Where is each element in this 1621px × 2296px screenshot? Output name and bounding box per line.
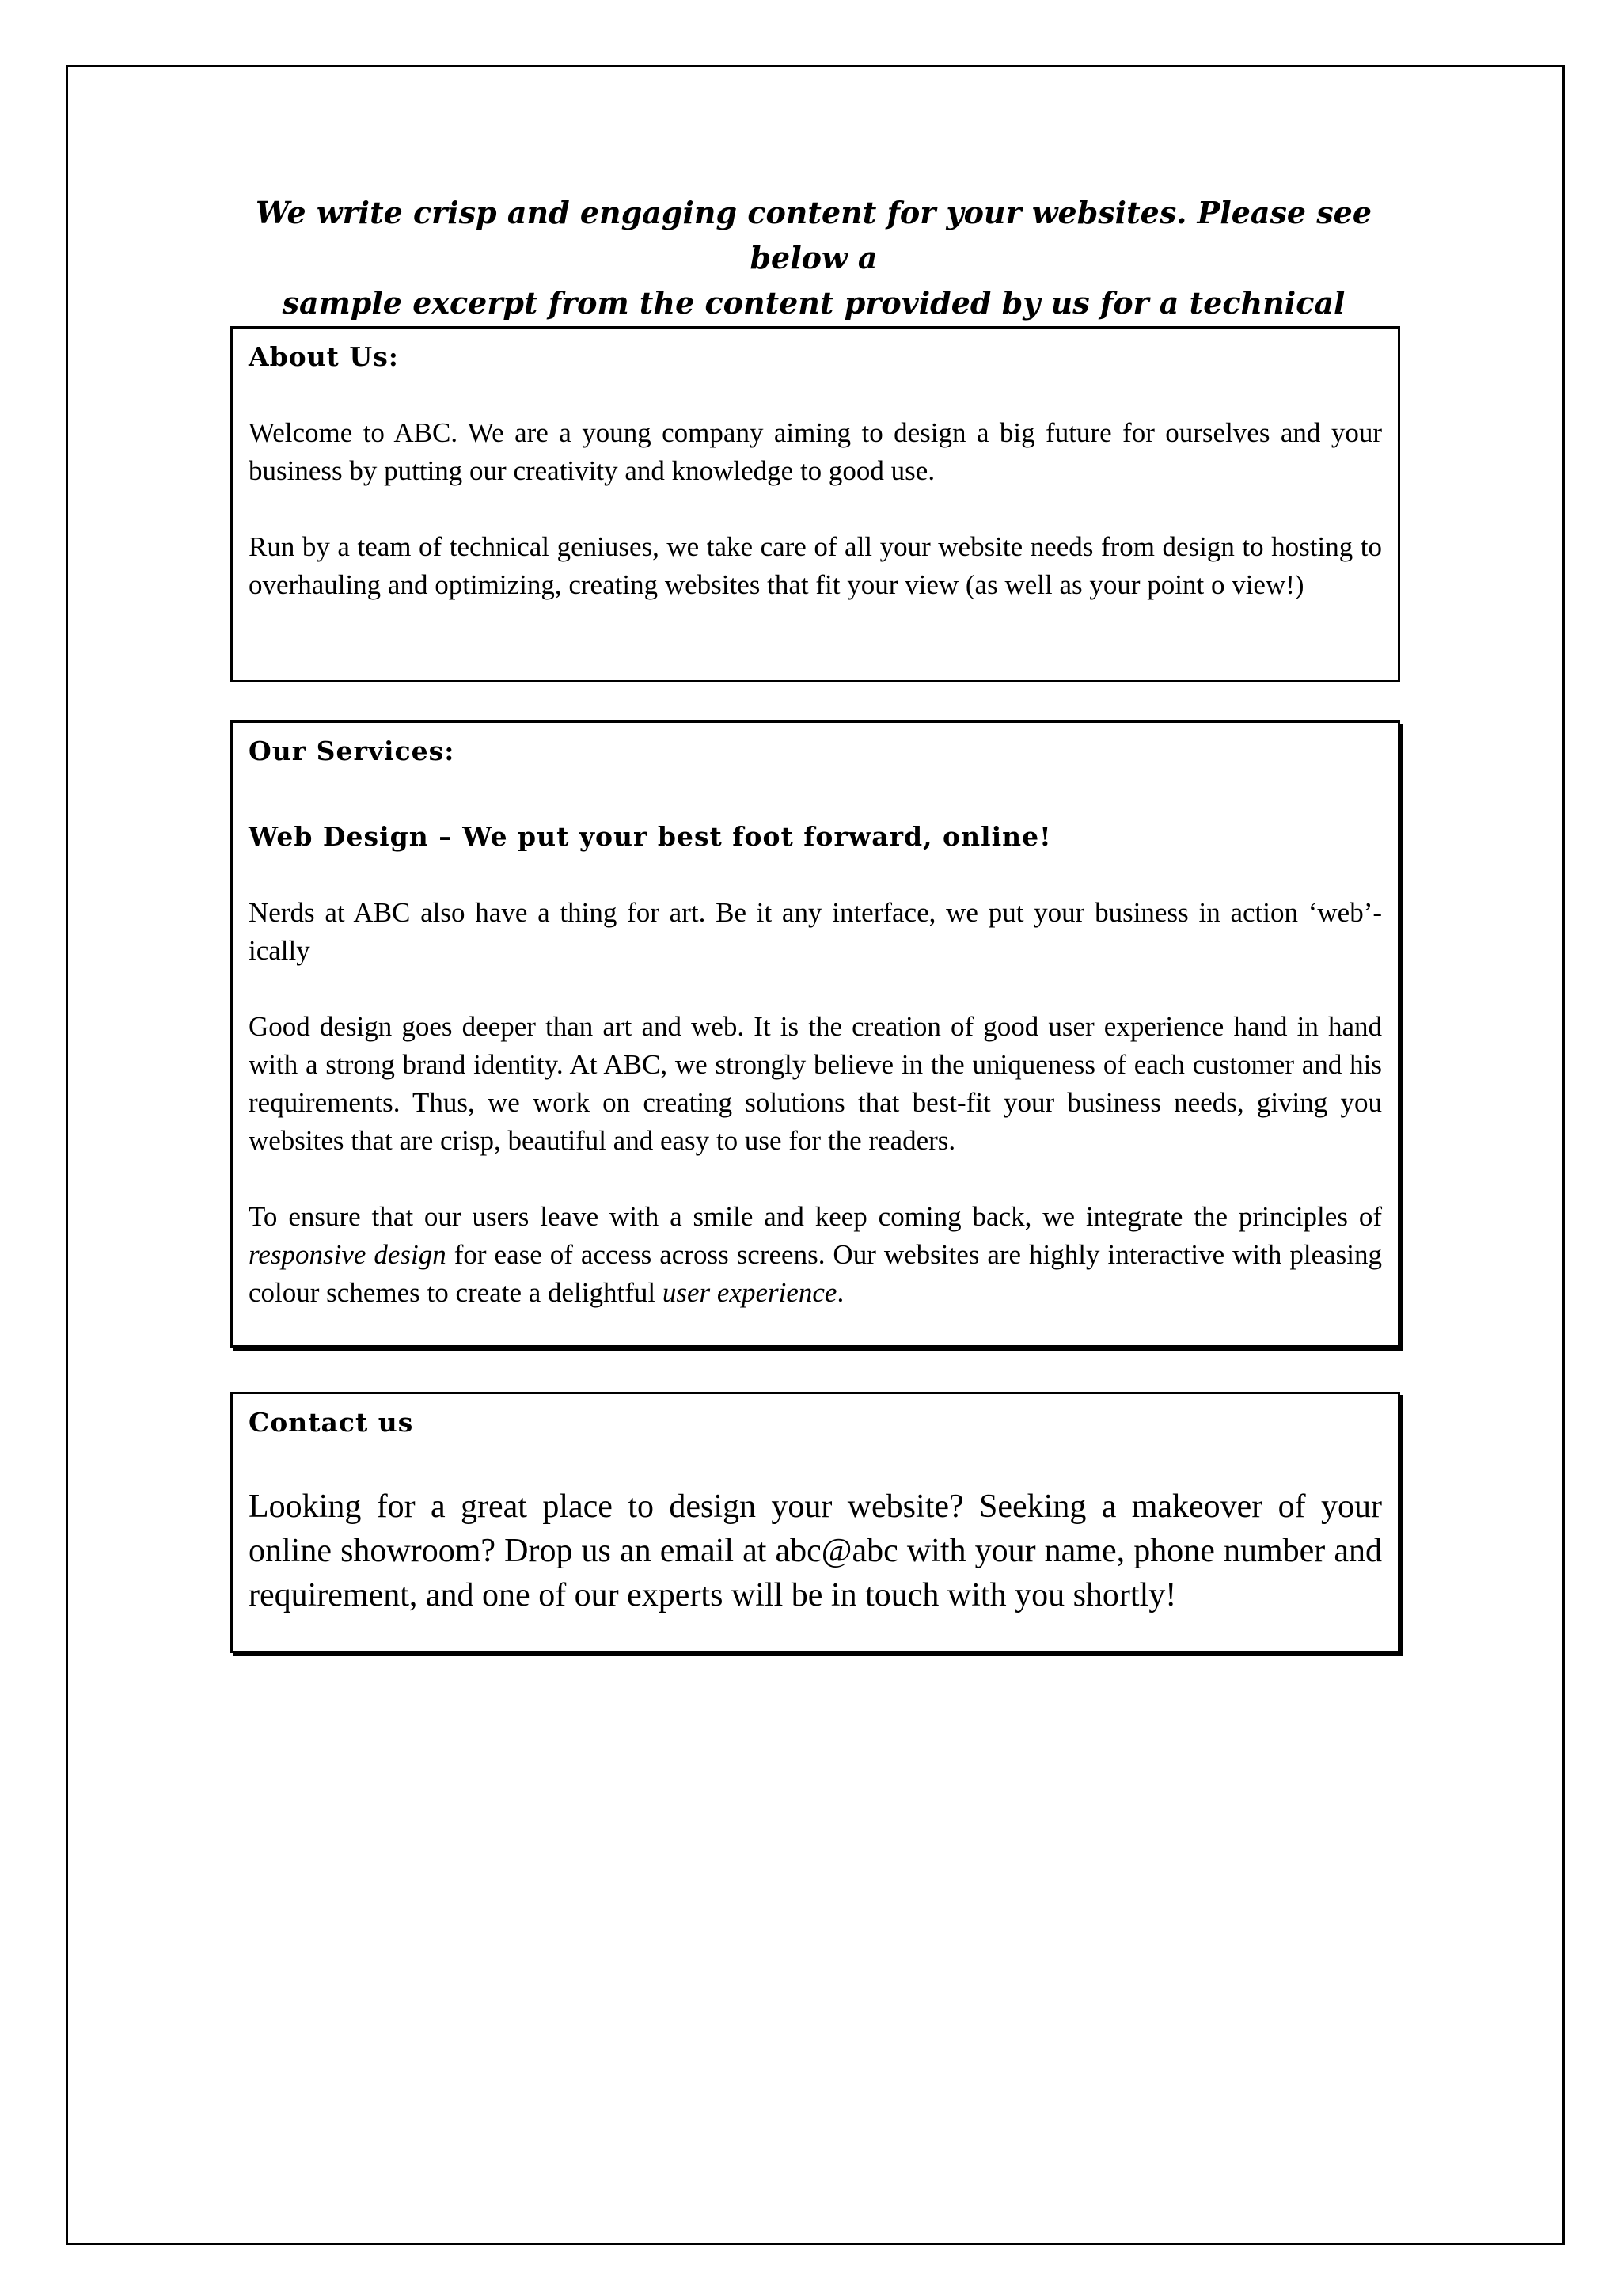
intro-line-2: sample excerpt from the content provided by us for a technical	[282, 285, 1346, 321]
contact-us-paragraph: Looking for a great place to design your website? Seeking a makeover of your online showroom? Drop us an email at abc@abc with your name, phone number and requirement, and one of our experts will be in touch with you shortly!	[249, 1488, 1382, 1614]
contact-us-heading: Contact us	[249, 1407, 414, 1438]
contact-us-box	[230, 1392, 1400, 1653]
responsive-design-emphasis: responsive design	[249, 1239, 446, 1270]
about-us-paragraph-2: Run by a team of technical geniuses, we take care of all your website needs from design to hosting to overhauling and optimizing, creating websites that fit your view (as well as your point o view!)	[249, 531, 1382, 600]
web-design-subheading: Web Design – We put your best foot forward, online!	[249, 821, 1052, 852]
services-paragraph-1: Nerds at ABC also have a thing for art. Be it any interface, we put your business in action ‘web’-ically	[249, 897, 1382, 966]
services-paragraph-3-part-2: for ease of access across screens. Our websites are highly interactive with pleasing colour schemes to create a delightful	[249, 1239, 1382, 1308]
about-us-box	[230, 326, 1400, 682]
services-paragraph-3-part-1: To ensure that our users leave with a smile and keep coming back, we integrate the principles of	[249, 1201, 1382, 1232]
about-us-heading: About Us:	[249, 341, 399, 372]
services-paragraph-3	[249, 1198, 1382, 1312]
services-paragraph-3-part-3: .	[837, 1277, 845, 1308]
intro-line-1: We write crisp and engaging content for your websites. Please see below a	[255, 195, 1372, 276]
about-us-paragraph-1: Welcome to ABC. We are a young company aiming to design a big future for ourselves and your business by putting our creativity and knowledge to good use.	[249, 417, 1382, 486]
our-services-heading: Our Services:	[249, 736, 455, 766]
our-services-box	[230, 720, 1400, 1348]
services-paragraph-2: Good design goes deeper than art and web. It is the creation of good user experience hand in hand with a strong brand identity. At ABC, we strongly believe in the uniqueness of each customer and his requirements. Thus, we work on creating solutions that best-fit your business needs, giving you websites that are crisp, beautiful and easy to use for the readers.	[249, 1011, 1382, 1156]
user-experience-emphasis: user experience	[662, 1277, 837, 1308]
